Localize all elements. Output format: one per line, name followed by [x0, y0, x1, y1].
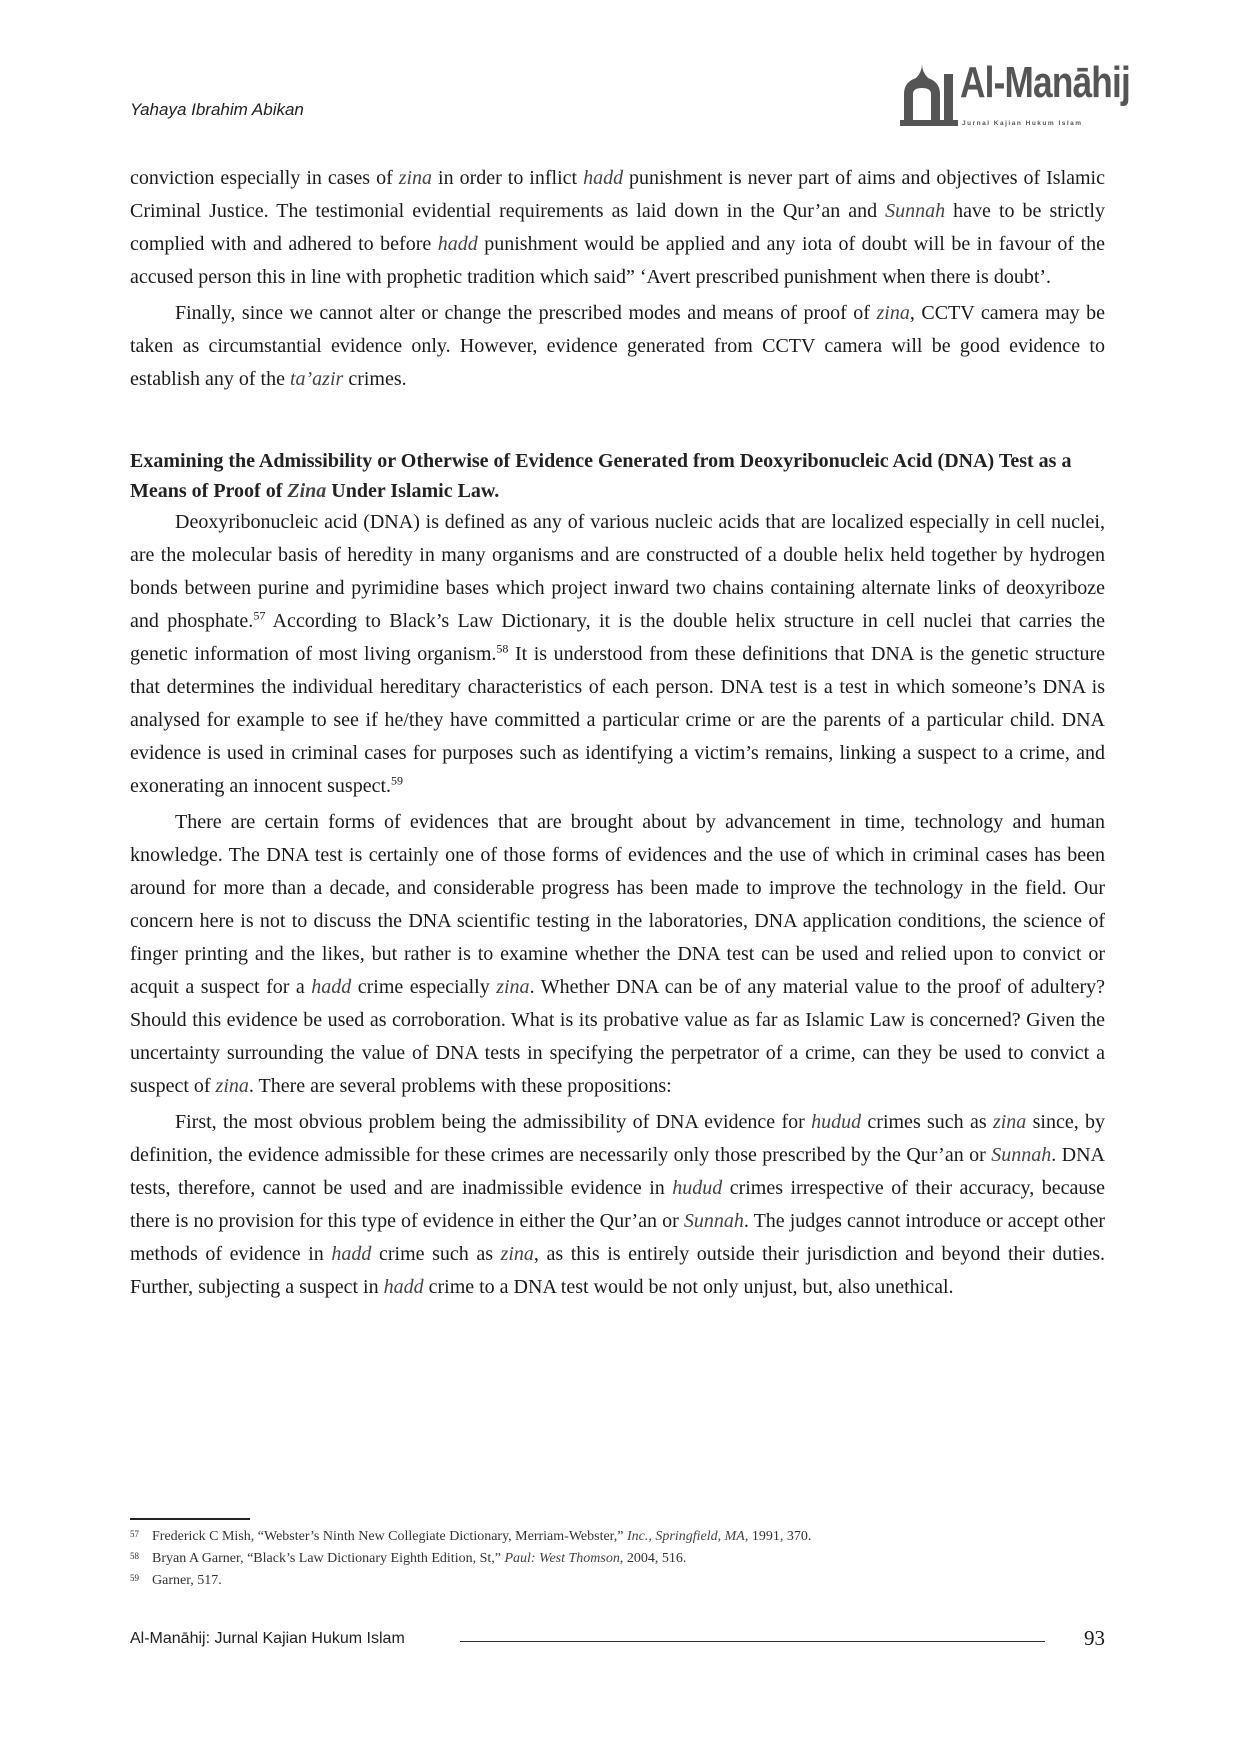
footer-journal-title: Al-Manāhij: Jurnal Kajian Hukum Islam	[130, 1630, 405, 1647]
paragraph	[130, 806, 1105, 1103]
text-run: Under Islamic Law.	[326, 480, 500, 502]
footnote-divider	[130, 1518, 250, 1520]
text-run: . Whether DNA can be of any material value to the proof of adultery? Should this evidence be used as corroboration. What is its probative value as far as Islamic Law is concerned? Given the uncertainty surrounding the value of DNA tests in specifying the perpetrator of a crime, can they be used to convict a suspect of	[130, 976, 1105, 1097]
italic-term: hadd	[383, 1276, 424, 1298]
text-run: , CCTV camera may be taken as circumstantial evidence only. However, evidence generated from CCTV camera will be good evidence to establish any of the	[130, 302, 1105, 390]
text-run: crime such as	[371, 1243, 501, 1265]
text-run: have to be strictly complied with and adhered to before	[130, 200, 1105, 255]
footnote-ref: 59	[391, 773, 404, 788]
italic-term: Sunnah	[885, 200, 946, 222]
text-run: , as this is entirely outside their jurisdiction and beyond their duties. Further, subjecting a suspect in	[130, 1243, 1106, 1298]
text-run: conviction especially in cases of	[130, 167, 399, 189]
footnote-ref: 57	[253, 608, 266, 623]
mosque-arch-icon	[900, 60, 958, 120]
footnotes	[130, 1526, 1105, 1592]
footnote	[130, 1526, 1105, 1548]
text-run: crime to a DNA test would be not only unjust, but, also unethical.	[423, 1276, 954, 1298]
section-heading	[130, 446, 1105, 506]
page-header	[130, 0, 1130, 162]
text-run: Bryan A Garner, “Black’s Law Dictionary Eighth Edition, St,”	[152, 1551, 505, 1566]
text-run: Finally, since we cannot alter or change the prescribed modes and means of proof of	[175, 302, 877, 324]
logo-bar	[900, 120, 958, 126]
text-run: crimes.	[343, 368, 407, 390]
text-run: . There are several problems with these propositions:	[248, 1075, 672, 1097]
logo-subtitle: Jurnal Kajian Hukum Islam	[962, 120, 1083, 127]
text-run: in order to inflict	[432, 167, 584, 189]
running-header-author: Yahaya Ibrahim Abikan	[130, 100, 304, 119]
text-run: punishment would be applied and any iota of doubt will be in favour of the accused person this in line with prophetic tradition which said” ‘Avert prescribed punishment when there is doubt’.	[130, 233, 1106, 288]
text-run: . The judges cannot introduce or accept other methods of evidence in	[130, 1210, 1105, 1265]
text-run: crimes such as	[861, 1111, 993, 1133]
italic-term: zina	[500, 1243, 534, 1265]
italic-term: zina	[398, 167, 433, 189]
text-run: since, by definition, the evidence admissible for these crimes are necessarily only those prescribed by the Qur’an or	[130, 1111, 1105, 1166]
italic-term: hadd	[437, 233, 478, 255]
footnote-block	[130, 1518, 1105, 1592]
footnote-ref: 58	[496, 641, 509, 656]
italic-term: zina	[496, 976, 530, 998]
italic-term: hadd	[583, 167, 624, 189]
text-run: crimes irrespective of their accuracy, because there is no provision for this type of evidence in either the Qur’an or	[130, 1177, 1105, 1232]
text-run: First, the most obvious problem being the admissibility of DNA evidence for	[175, 1111, 812, 1133]
text-run: Deoxyribonucleic acid (DNA) is defined as any of various nucleic acids that are localized especially in cell nuclei, are the molecular basis of heredity in many organisms and are constructed of a double helix held together by hydrogen bonds between purine and pyrimidine bases which project inward two chains containing alternate links of deoxyriboze and phosphate.	[130, 511, 1105, 632]
paragraph	[130, 297, 1105, 396]
footnote-number: 58	[130, 1551, 139, 1561]
footnote-number: 59	[130, 1573, 139, 1583]
journal-logo	[900, 58, 1130, 135]
text-run: , 1991, 370.	[744, 1529, 812, 1544]
italic-term: Paul: West Thomson	[504, 1551, 620, 1566]
paragraph	[130, 506, 1105, 803]
paragraphs-after-heading	[130, 506, 1105, 1304]
italic-term: Sunnah	[683, 1210, 744, 1232]
italic-term: Zina	[287, 480, 327, 502]
italic-term: ta’azir	[289, 368, 344, 390]
text-run: It is understood from these definitions that DNA is the genetic structure that determines the individual hereditary characteristics of each person. DNA test is a test in which someone’s DNA is analysed for example to see if he/they have committed a particular crime or are the parents of a particular child. DNA evidence is used in criminal cases for purposes such as identifying a victim’s remains, linking a suspect to a crime, and exonerating an innocent suspect.	[130, 643, 1106, 797]
italic-term: hudud	[811, 1111, 862, 1133]
footnote	[130, 1548, 1105, 1570]
italic-term: hadd	[331, 1243, 372, 1265]
text-run: punishment is never part of aims and objectives of Islamic Criminal Justice. The testimonial evidential requirements as laid down in the Qur’an and	[130, 167, 1105, 222]
article-body	[130, 162, 1105, 1304]
text-run: Garner, 517.	[152, 1573, 222, 1588]
paragraph	[130, 162, 1105, 294]
page-footer	[130, 1628, 1105, 1652]
footer-rule	[460, 1641, 1045, 1642]
text-run: Examining the Admissibility or Otherwise of Evidence Generated from Deoxyribonucleic Acid (DNA) Test as a Means of Proof of	[130, 450, 1072, 502]
footnote-number: 57	[130, 1529, 139, 1539]
text-run: , 2004, 516.	[619, 1551, 687, 1566]
italic-term: zina	[876, 302, 910, 324]
italic-term: zina	[215, 1075, 249, 1097]
text-run: crime especially	[351, 976, 497, 998]
footnote	[130, 1570, 1105, 1592]
page-number: 93	[1084, 1626, 1105, 1650]
text-run: There are certain forms of evidences that are brought about by advancement in time, technology and human knowledge. The DNA test is certainly one of those forms of evidences and the use of which in criminal cases has been around for more than a decade, and considerable progress has been made to improve the technology in the field. Our concern here is not to discuss the DNA scientific testing in the laboratories, DNA application conditions, the science of finger printing and the likes, but rather is to examine whether the DNA test can be used and relied upon to convict or acquit a suspect for a	[130, 811, 1105, 998]
italic-term: Inc., Springfield, MA	[627, 1529, 745, 1544]
italic-term: hadd	[311, 976, 352, 998]
paragraphs-before-heading	[130, 162, 1105, 396]
italic-term: zina	[992, 1111, 1027, 1133]
text-run: Frederick C Mish, “Webster’s Ninth New Collegiate Dictionary, Merriam-Webster,”	[152, 1529, 627, 1544]
text-run: According to Black’s Law Dictionary, it is the double helix structure in cell nuclei that carries the genetic information of most living organism.	[130, 610, 1105, 665]
italic-term: hudud	[672, 1177, 723, 1199]
spacer	[130, 1304, 1105, 1518]
text-run: . DNA tests, therefore, cannot be used and are inadmissible evidence in	[130, 1144, 1105, 1199]
italic-term: Sunnah	[991, 1144, 1052, 1166]
paragraph	[130, 1106, 1105, 1304]
logo-text: Al-Manāhij	[960, 58, 1130, 107]
